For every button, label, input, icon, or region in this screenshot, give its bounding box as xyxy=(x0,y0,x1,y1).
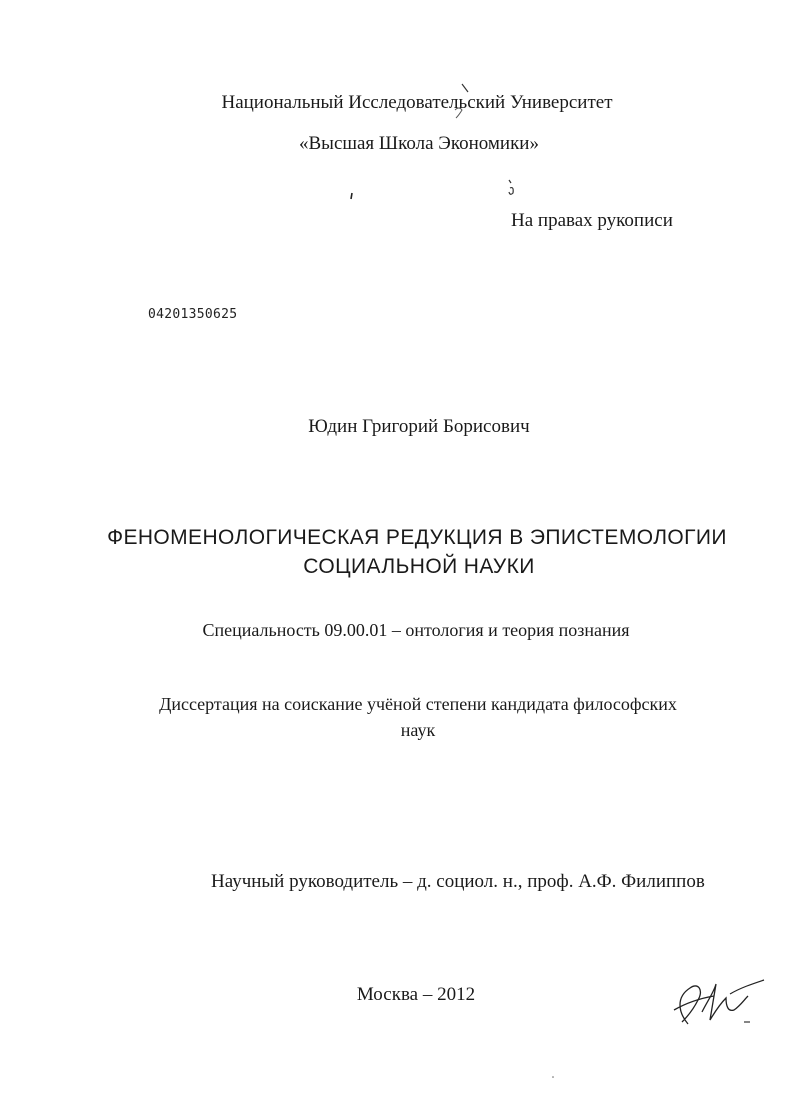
dissertation-line-1: Диссертация на соискание учёной степени кандидата философских xyxy=(159,694,677,714)
signature xyxy=(668,972,788,1042)
school-name: «Высшая Школа Экономики» xyxy=(299,133,539,154)
scan-marks xyxy=(0,0,798,260)
library-code: 04201350625 xyxy=(148,307,238,322)
university-name: Национальный Исследовательский Университет xyxy=(221,92,613,113)
thesis-title-line-1: ФЕНОМЕНОЛОГИЧЕСКАЯ РЕДУКЦИЯ В ЭПИСТЕМОЛОГИИ xyxy=(107,526,727,549)
city-year: Москва – 2012 xyxy=(356,984,476,1005)
manuscript-rights: На правах рукописи xyxy=(511,210,673,231)
dissertation-line-2: наук xyxy=(400,720,436,740)
specialty: Специальность 09.00.01 – онтология и теория познания xyxy=(202,620,630,640)
scan-dot xyxy=(552,1076,556,1080)
scientific-advisor: Научный руководитель – д. социол. н., проф. А.Ф. Филиппов xyxy=(211,871,705,892)
thesis-title-line-2: СОЦИАЛЬНОЙ НАУКИ xyxy=(303,555,535,578)
author-name: Юдин Григорий Борисович xyxy=(308,416,530,437)
